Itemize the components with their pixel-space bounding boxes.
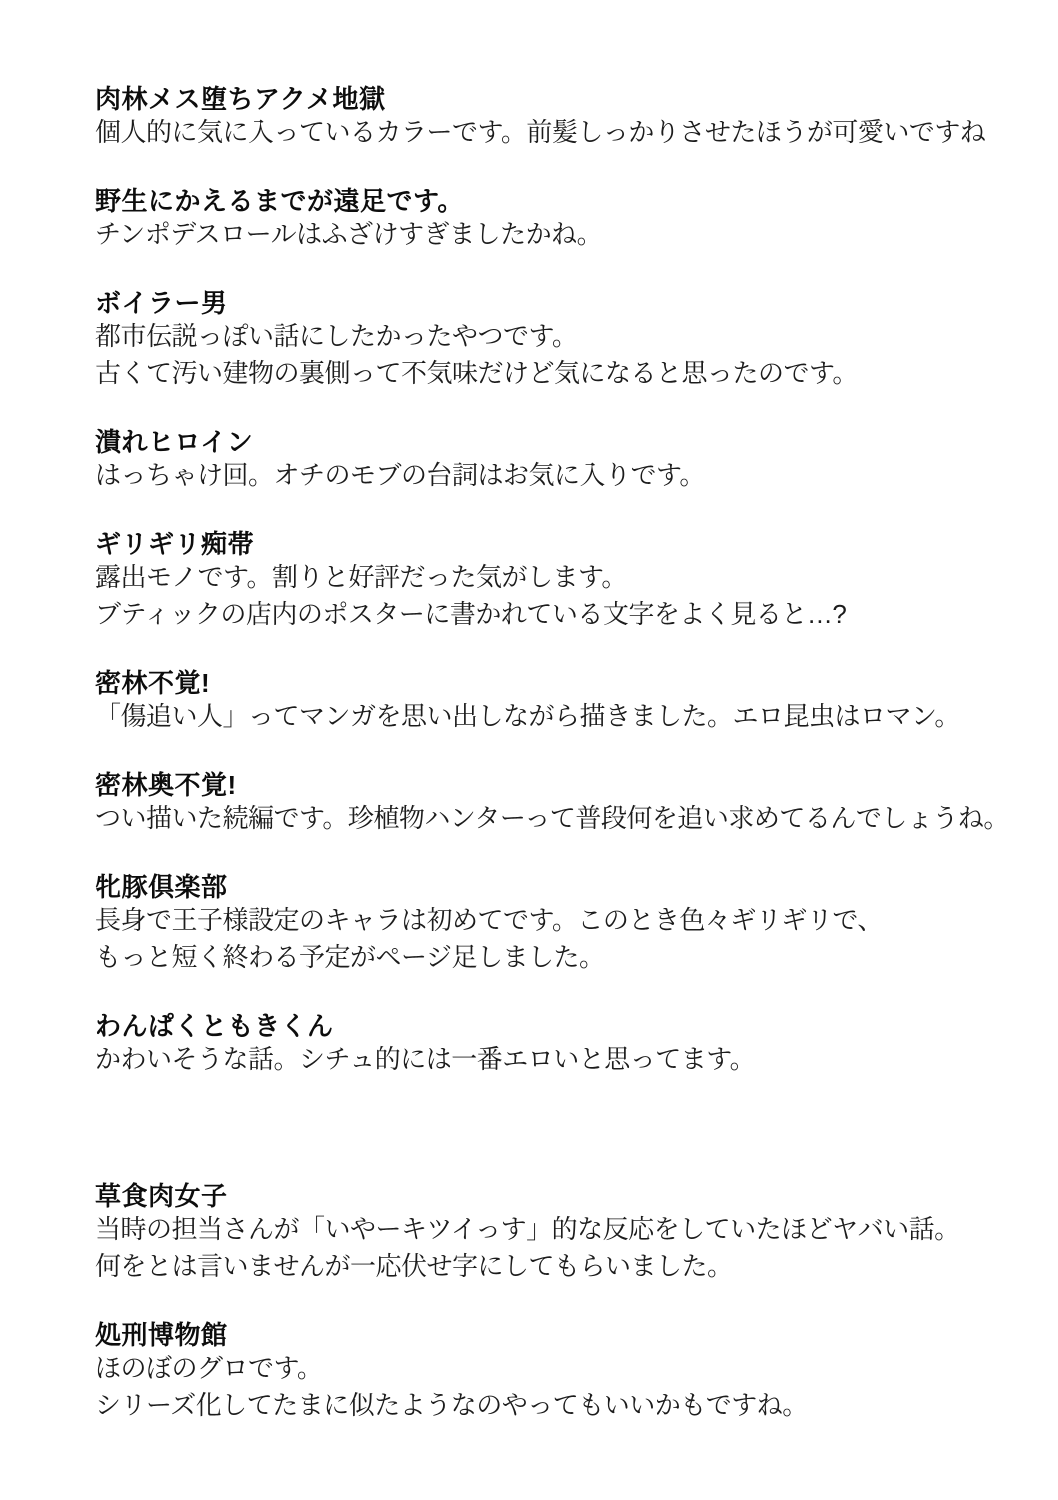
entry-title: わんぱくともきくん [95,1011,334,1041]
entry-shokei-hakubutsukan [95,1320,1028,1424]
entry-comment-line: 長身で王子様設定のキャラは初めてです。このとき色々ギリギリで、 [95,905,883,935]
entry-wanpaku-tomoki [95,1011,1028,1078]
entry-title: 牝豚倶楽部 [95,872,228,902]
entry-comment-line: ブティックの店内のポスターに書かれている文字をよく見ると…? [95,599,847,629]
entry-comment-line: 「傷追い人」ってマンガを思い出しながら描きました。エロ昆虫はロマン。 [95,701,960,731]
entry-title: 密林不覚! [95,668,211,698]
entry-girigiri-chitai [95,529,1028,633]
entry-soushoku-niku-joshi [95,1181,1028,1285]
entry-comment-line: もっと短く終わる予定がページ足しました。 [95,942,605,972]
entry-nikurin [95,84,1028,151]
entry-boiler-otoko [95,288,1028,392]
entry-comment-line: チンポデスロールはふざけすぎましたかね。 [95,219,603,249]
entry-comment-line: 都市伝説っぽい話にしたかったやつです。 [95,321,578,351]
entry-title: ギリギリ痴帯 [95,529,255,559]
entry-comment-line: 個人的に気に入っているカラーです。前髪しっかりさせたほうが可愛いですね [95,117,986,147]
entry-title: 潰れヒロイン [95,427,254,457]
entry-mitsurin-fukaku [95,668,1028,735]
entry-mebuta-club [95,872,1028,976]
entry-yasei [95,186,1028,253]
entry-comment-line: ほのぼのグロです。 [95,1353,323,1383]
entry-comment-line: 何をとは言いませんが一応伏せ字にしてもらいました。 [95,1251,733,1281]
entry-comment-line: 当時の担当さんが「いやーキツイっす」的な反応をしていたほどヤバい話。 [95,1214,960,1244]
entry-comment-line: 古くて汚い建物の裏側って不気味だけど気になると思ったのです。 [95,358,858,388]
entry-comment-line: はっちゃけ回。オチのモブの台詞はお気に入りです。 [95,460,705,490]
entry-title: ボイラー男 [95,288,228,318]
entry-title: 密林奥不覚! [95,770,237,800]
entry-title: 処刑博物館 [95,1320,228,1350]
entry-comment-line: 露出モノです。割りと好評だった気がします。 [95,562,627,592]
entry-mitsurin-oku-fukaku [95,770,1028,837]
entry-comment-line: かわいそうな話。シチュ的には一番エロいと思ってます。 [95,1044,756,1074]
entry-title: 野生にかえるまでが遠足です。 [95,186,464,216]
entry-title: 草食肉女子 [95,1181,228,1211]
entry-tsubure-heroine [95,427,1028,494]
entry-comment-line: シリーズ化してたまに似たようなのやってもいいかもですね。 [95,1390,808,1420]
entry-title: 肉林メス堕ちアクメ地獄 [95,84,386,114]
entry-comment-line: つい描いた続編です。珍植物ハンターって普段何を追い求めてるんでしょうね。 [95,803,1009,833]
